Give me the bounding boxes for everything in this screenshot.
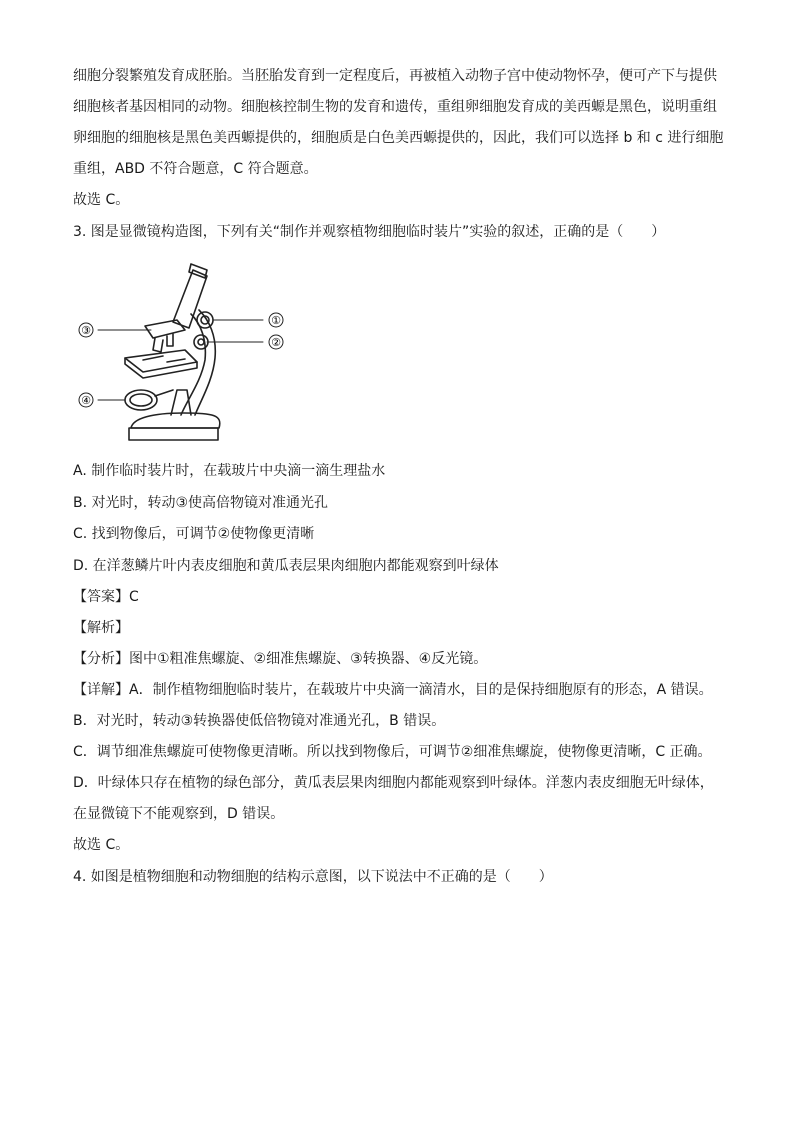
microscope-diagram	[73, 250, 303, 450]
label-3: ③	[81, 324, 91, 337]
label-1: ①	[271, 314, 281, 327]
text-line-1: 细胞分裂繁殖发育成胚胎。当胚胎发育到一定程度后，再被植入动物子宫中使动物怀孕，便可产下与提供	[73, 68, 717, 84]
detail-b: B．对光时，转动③转换器使低倍物镜对准通光孔，B 错误。	[73, 713, 446, 729]
conclusion-line: 故选 C。	[73, 837, 130, 853]
detail-a: 【详解】A．制作植物细胞临时装片，在载玻片中央滴一滴清水，目的是保持细胞原有的形态，A 错误。	[73, 682, 713, 698]
detail-c: C．调节细准焦螺旋可使物像更清晰。所以找到物像后，可调节②细准焦螺旋，使物像更清晰，C 正确。	[73, 744, 712, 760]
text-line-2: 细胞核者基因相同的动物。细胞核控制生物的发育和遗传，重组卵细胞发育成的美西螈是黑色，说明重组	[73, 99, 717, 115]
answer-line: 【答案】C	[73, 589, 139, 605]
label-4: ④	[81, 394, 91, 407]
option-a: A. 制作临时装片时，在载玻片中央滴一滴生理盐水	[73, 463, 386, 479]
text-line-3: 卵细胞的细胞核是黑色美西螈提供的，细胞质是白色美西螈提供的，因此，我们可以选择 b 和 c 进行细胞	[73, 130, 724, 146]
microscope-base	[131, 413, 220, 428]
coarse-focus-knob	[197, 312, 213, 328]
label-2: ②	[271, 336, 281, 349]
microscope-converter	[145, 320, 185, 338]
question-4-stem: 4. 如图是植物细胞和动物细胞的结构示意图，以下说法中不正确的是（ ）	[73, 869, 553, 885]
microscope-tube	[173, 270, 207, 328]
text-line-4: 重组，ABD 不符合题意，C 符合题意。	[73, 161, 318, 177]
text-line-5: 故选 C。	[73, 192, 130, 208]
microscope-figure	[73, 250, 303, 450]
analysis-line: 【分析】图中①粗准焦螺旋、②细准焦螺旋、③转换器、④反光镜。	[73, 651, 488, 667]
fine-focus-knob	[194, 335, 208, 349]
detail-d1: D．叶绿体只存在植物的绿色部分，黄瓜表层果肉细胞内都能观察到叶绿体。洋葱内表皮细胞无叶绿体，	[73, 775, 714, 791]
option-c: C. 找到物像后，可调节②使物像更清晰	[73, 526, 315, 542]
question-3-stem: 3. 图是显微镜构造图，下列有关“制作并观察植物细胞临时装片”实验的叙述，正确的是（ ）	[73, 224, 666, 240]
detail-d2: 在显微镜下不能观察到，D 错误。	[73, 806, 285, 822]
option-d: D. 在洋葱鳞片叶内表皮细胞和黄瓜表层果肉细胞内都能观察到叶绿体	[73, 558, 499, 574]
microscope-stage	[125, 350, 197, 372]
option-b: B. 对光时，转动③使高倍物镜对准通光孔	[73, 495, 329, 511]
analysis-heading: 【解析】	[73, 620, 129, 636]
